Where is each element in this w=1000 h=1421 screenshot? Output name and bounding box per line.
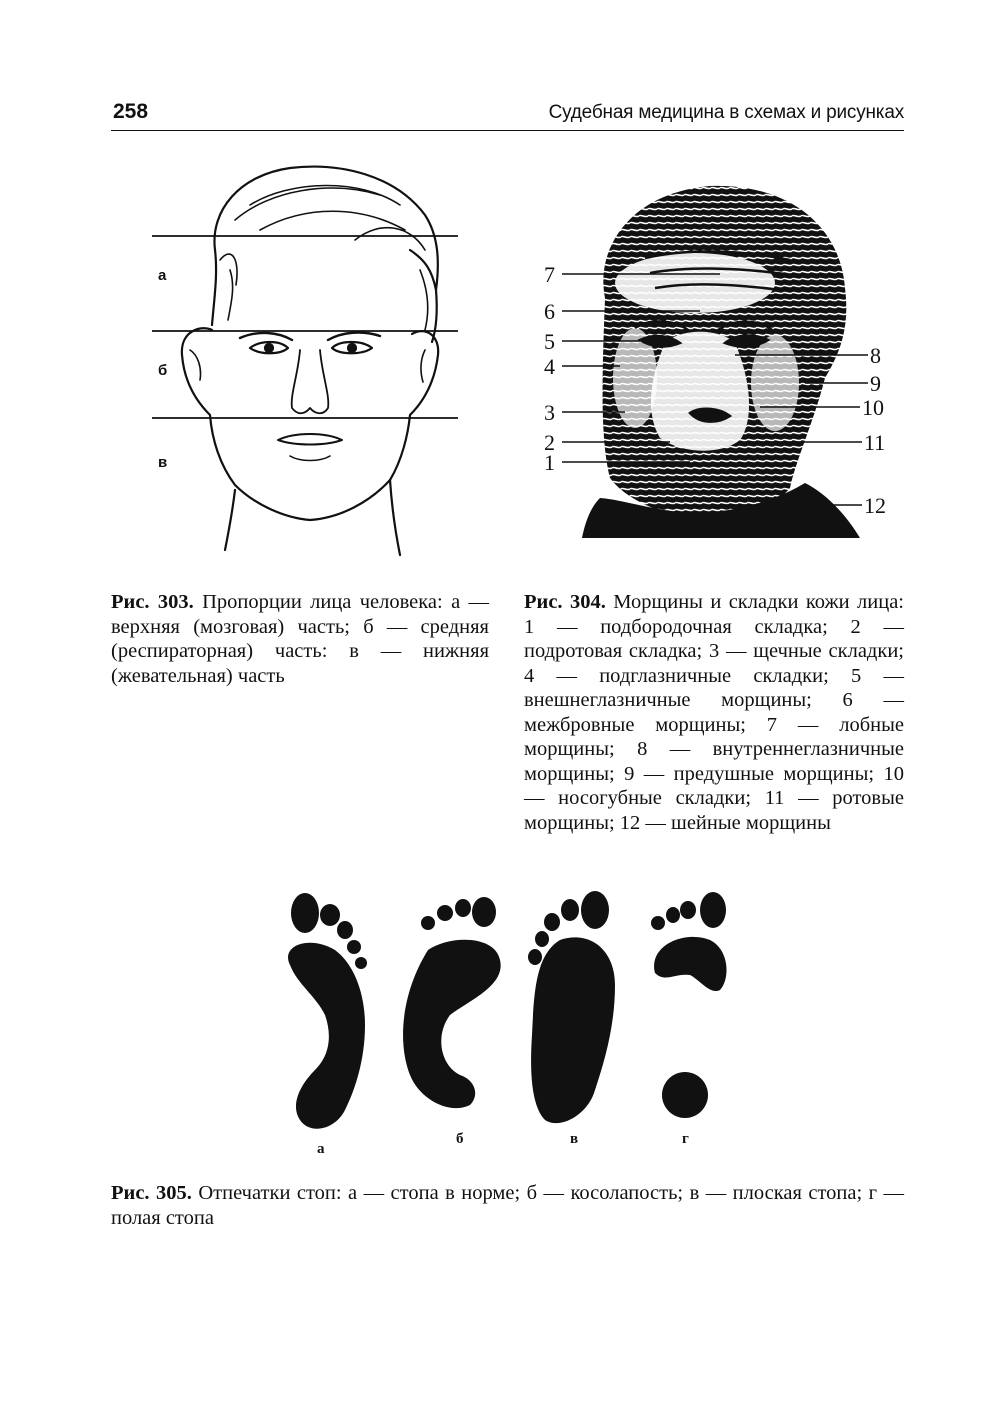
fig303-label-b: б [158,362,168,379]
figure-303-face-proportions [140,150,470,570]
fig304-label-3: 3 [544,400,555,425]
fig305-caption-text: Отпечатки стоп: а — стопа в норме; б — косолапость; в — плоская стопа; г — полая стопа [111,1182,904,1229]
footprint-clubfoot [403,897,501,1108]
fig304-label-5: 5 [544,329,555,354]
fig305-label-v: в [570,1131,579,1147]
footprint-flat [528,891,615,1123]
fig303-caption-label: Рис. 303. [111,591,194,613]
fig303-label-v: в [158,454,168,471]
fig304-label-8: 8 [870,343,881,368]
fig304-label-9: 9 [870,371,881,396]
running-title: Судебная медицина в схемах и рисунках [548,102,904,123]
fig304-label-11: 11 [864,430,886,455]
figure-304-wrinkles [540,178,900,538]
fig304-label-10: 10 [862,395,884,420]
fig305-label-g: г [682,1131,689,1147]
fig304-label-6: 6 [544,299,555,324]
fig305-caption-label: Рис. 305. [111,1182,192,1204]
fig305-label-b: б [456,1131,464,1147]
footprint-normal [288,893,367,1129]
fig305-label-a: а [317,1141,325,1157]
fig303-label-a: а [158,267,167,284]
fig304-label-1: 1 [544,450,555,475]
fig304-caption [524,590,904,835]
footprint-cavus [651,892,727,1118]
fig304-caption-label: Рис. 304. [524,591,606,613]
fig304-caption-text: Морщины и складки кожи лица: 1 — подбородочная складка; 2 — подротовая складка; 3 — щечные складки; 4 — подглазничные складки; 5 — внешнеглазничные морщины; 6 — межбровные морщины; 7 — лобные морщины; 8 — внутреннеглазничные морщины; 9 — предушные морщины; 10 — носогубные складки; 11 — ротовые морщины; 12 — шейные морщины [524,591,904,834]
fig303-caption [111,590,489,688]
fig303-caption-text: Пропорции лица человека: а — верхняя (мозговая) часть; б — средняя (респираторная) часть: в — нижняя (жевательная) часть [111,591,489,687]
fig304-label-2: 2 [544,430,555,455]
figure-305-footprints [270,885,740,1170]
header-divider [111,130,904,131]
fig304-label-4: 4 [544,354,555,379]
fig305-caption [111,1181,904,1230]
page-number: 258 [113,100,149,123]
fig304-label-7: 7 [544,262,555,287]
fig304-label-12: 12 [864,493,886,518]
